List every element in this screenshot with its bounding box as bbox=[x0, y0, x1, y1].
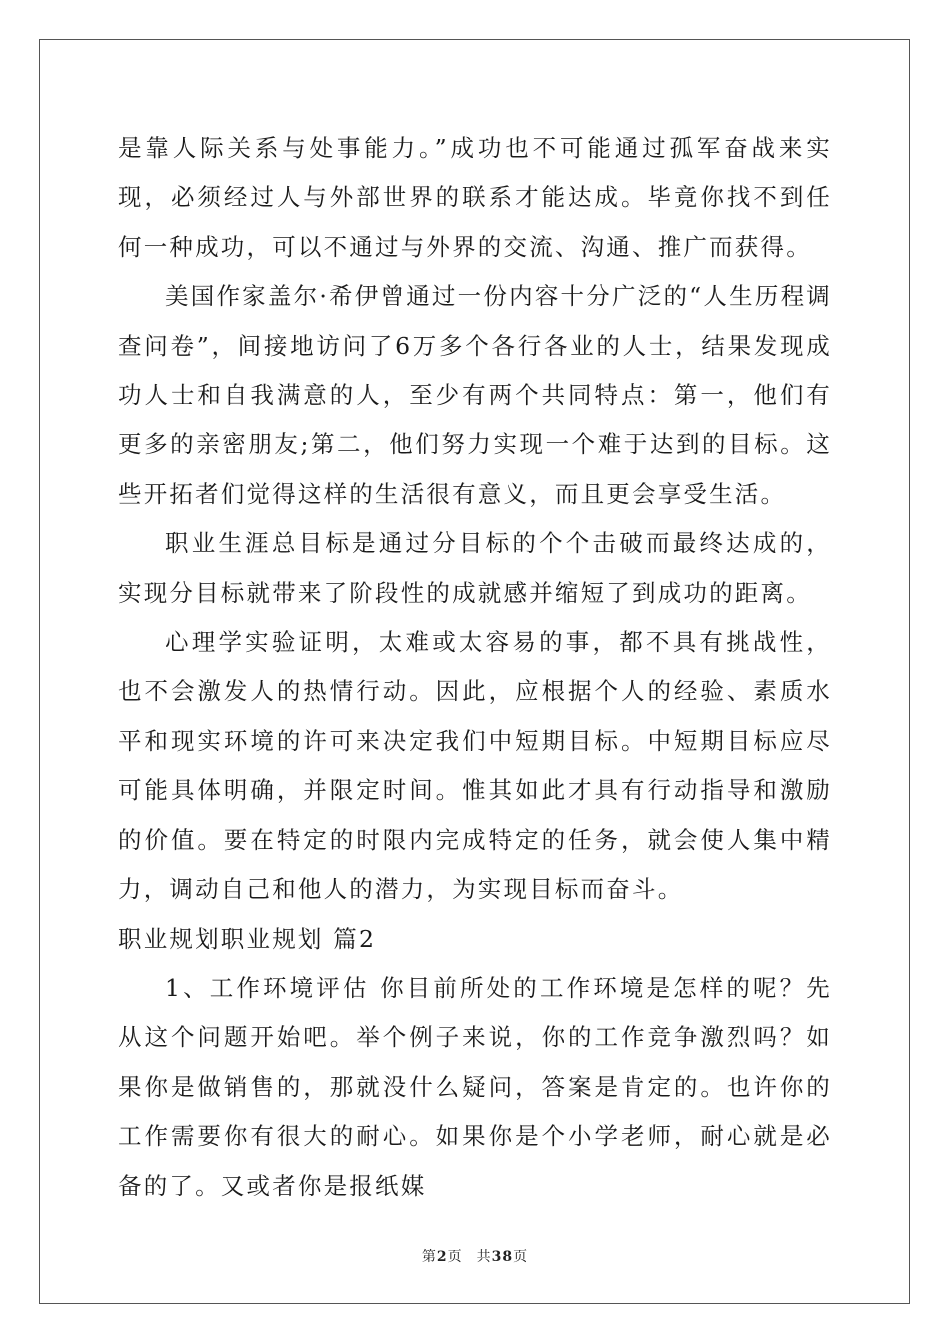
paragraph: 职业生涯总目标是通过分目标的个个击破而最终达成的，实现分目标就带来了阶段性的成就感并缩短了到成功的距离。 bbox=[118, 529, 832, 607]
paragraph: 是靠人际关系与处事能力。”成功也不可能通过孤军奋战来实现，必须经过人与外部世界的联系才能达成。毕竟你找不到任何一种成功，可以不通过与外界的交流、沟通、推广而获得。 bbox=[118, 134, 832, 261]
total-suffix: 页 bbox=[513, 1249, 529, 1265]
total-pages: 38 bbox=[491, 1249, 514, 1265]
page-suffix: 页 bbox=[447, 1249, 463, 1265]
section-heading: 职业规划职业规划 篇2 bbox=[118, 924, 377, 953]
total-prefix: 共 bbox=[476, 1249, 492, 1265]
document-body bbox=[118, 124, 832, 1211]
page-footer bbox=[0, 1246, 950, 1266]
paragraph: 心理学实验证明，太难或太容易的事，都不具有挑战性，也不会激发人的热情行动。因此，应根据个人的经验、素质水平和现实环境的许可来决定我们中短期目标。中短期目标应尽可能具体明确，并限定时间。惟其如此才具有行动指导和激励的价值。要在特定的时限内完成特定的任务，就会使人集中精力，调动自己和他人的潜力，为实现目标而奋斗。 bbox=[118, 628, 832, 904]
paragraph: 1、工作环境评估 你目前所处的工作环境是怎样的呢？先从这个问题开始吧。举个例子来说，你的工作竞争激烈吗？如果你是做销售的，那就没什么疑问，答案是肯定的。也许你的工作需要你有很大的耐心。如果你是个小学老师，耐心就是必备的了。又或者你是报纸媒 bbox=[118, 973, 832, 1200]
page-prefix: 第 bbox=[421, 1249, 437, 1265]
page-number: 2 bbox=[436, 1249, 448, 1265]
paragraph: 美国作家盖尔·希伊曾通过一份内容十分广泛的“人生历程调查问卷”，间接地访问了6万多个各行各业的人士，结果发现成功人士和自我满意的人，至少有两个共同特点：第一，他们有更多的亲密朋友;第二，他们努力实现一个难于达到的目标。这些开拓者们觉得这样的生活很有意义，而且更会享受生活。 bbox=[118, 282, 832, 508]
